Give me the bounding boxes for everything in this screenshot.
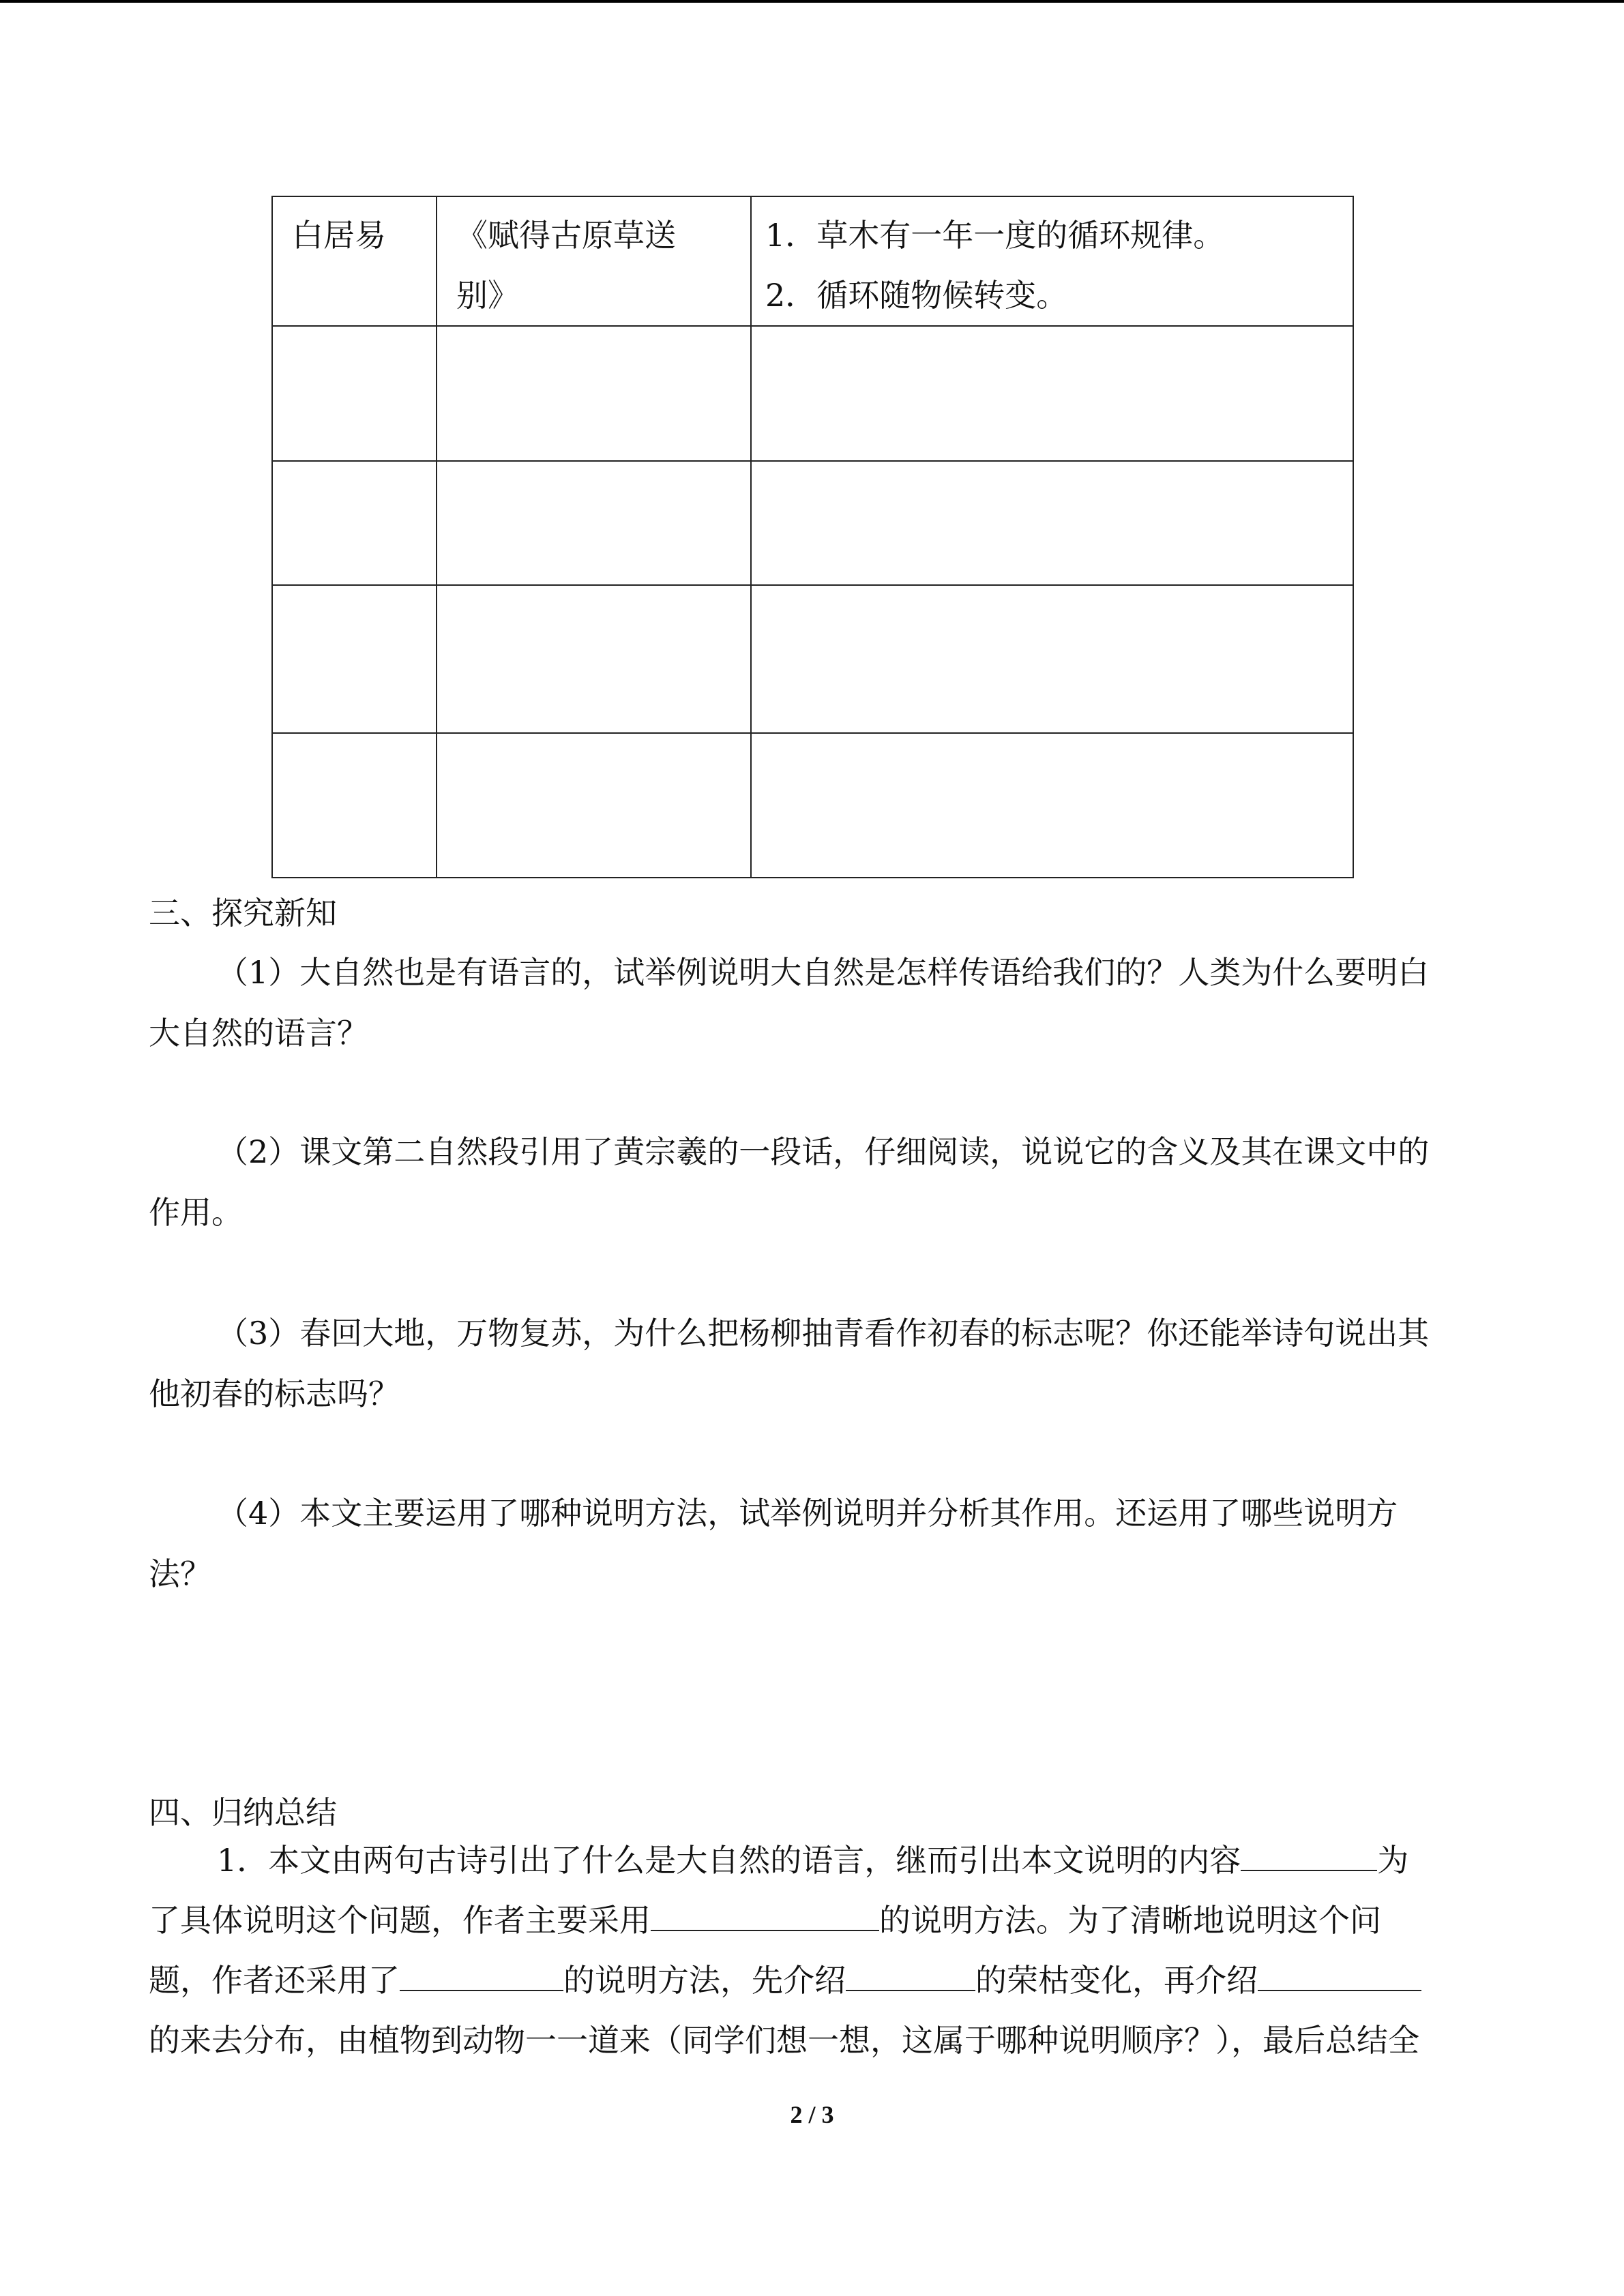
table-cell (752, 734, 1353, 742)
table-cell-author: 白居易 (292, 217, 386, 254)
question-3 (149, 1288, 1475, 1439)
table-cell (752, 327, 1353, 335)
table-cell (273, 734, 436, 742)
summary-text: 1．本文由两句古诗引出了什么是大自然的语言，继而引出本文说明的内容 (217, 1842, 1241, 1879)
table-cell (437, 327, 750, 335)
page-top-border (0, 0, 1624, 3)
fill-blank[interactable] (846, 1963, 975, 1991)
fill-blank[interactable] (400, 1963, 563, 1991)
question-1-line: （1）大自然也是有语言的，试举例说明大自然是怎样传语给我们的？人类为什么要明白 (217, 954, 1430, 991)
table-row (272, 733, 1353, 878)
table-cell (437, 462, 750, 470)
table-cell (752, 586, 1353, 594)
question-2-line: 作用。 (149, 1194, 243, 1231)
question-2 (149, 1107, 1475, 1257)
question-4 (149, 1468, 1475, 1619)
summary-text: 为 (1377, 1842, 1409, 1879)
question-1-line: 大自然的语言？ (149, 1015, 368, 1052)
table-row (272, 585, 1353, 733)
table-row (272, 326, 1353, 461)
summary-text: 的来去分布，由植物到动物一一道来（同学们想一想，这属于哪种说明顺序？），最后总结全 (149, 2022, 1419, 2059)
summary-text: 的荣枯变化，再介绍 (975, 1962, 1258, 1999)
question-4-line: （4）本文主要运用了哪种说明方法，试举例说明并分析其作用。还运用了哪些说明方 (217, 1495, 1398, 1532)
table-cell (273, 462, 436, 470)
question-4-line: 法？ (149, 1555, 211, 1592)
fill-blank[interactable] (1241, 1843, 1377, 1871)
summary-text: 了具体说明这个问题，作者主要采用 (149, 1902, 651, 1939)
summary-text: 题，作者还采用了 (149, 1962, 400, 1999)
table-row (272, 461, 1353, 585)
question-3-line: 他初春的标志吗？ (149, 1375, 400, 1412)
summary-paragraph (149, 1830, 1475, 2070)
fill-blank[interactable] (1258, 1963, 1421, 1991)
table-cell-work: 《赋得古原草送别》 (456, 217, 676, 314)
summary-text: 的说明方法，先介绍 (563, 1962, 846, 1999)
section-heading: 三、探究新知 (149, 895, 337, 931)
table-row (272, 196, 1353, 326)
table-cell (273, 327, 436, 335)
table-cell (437, 586, 750, 594)
poem-table (271, 196, 1354, 878)
fill-blank[interactable] (651, 1903, 879, 1931)
table-cell (437, 734, 750, 742)
page-number: 2 / 3 (790, 2101, 834, 2128)
question-3-line: （3）春回大地，万物复苏，为什么把杨柳抽青看作初春的标志呢？你还能举诗句说出其 (217, 1315, 1430, 1352)
question-1 (149, 927, 1475, 1078)
table-cell (273, 586, 436, 594)
summary-text: 的说明方法。为了清晰地说明这个问 (879, 1902, 1381, 1939)
question-2-line: （2）课文第二自然段引用了黄宗羲的一段话，仔细阅读，说说它的含义及其在课文中的 (217, 1133, 1430, 1170)
section-heading: 四、归纳总结 (149, 1794, 337, 1831)
table-cell (752, 462, 1353, 470)
table-cell-content: 1．草木有一年一度的循环规律。 2．循环随物候转变。 (765, 217, 1225, 314)
